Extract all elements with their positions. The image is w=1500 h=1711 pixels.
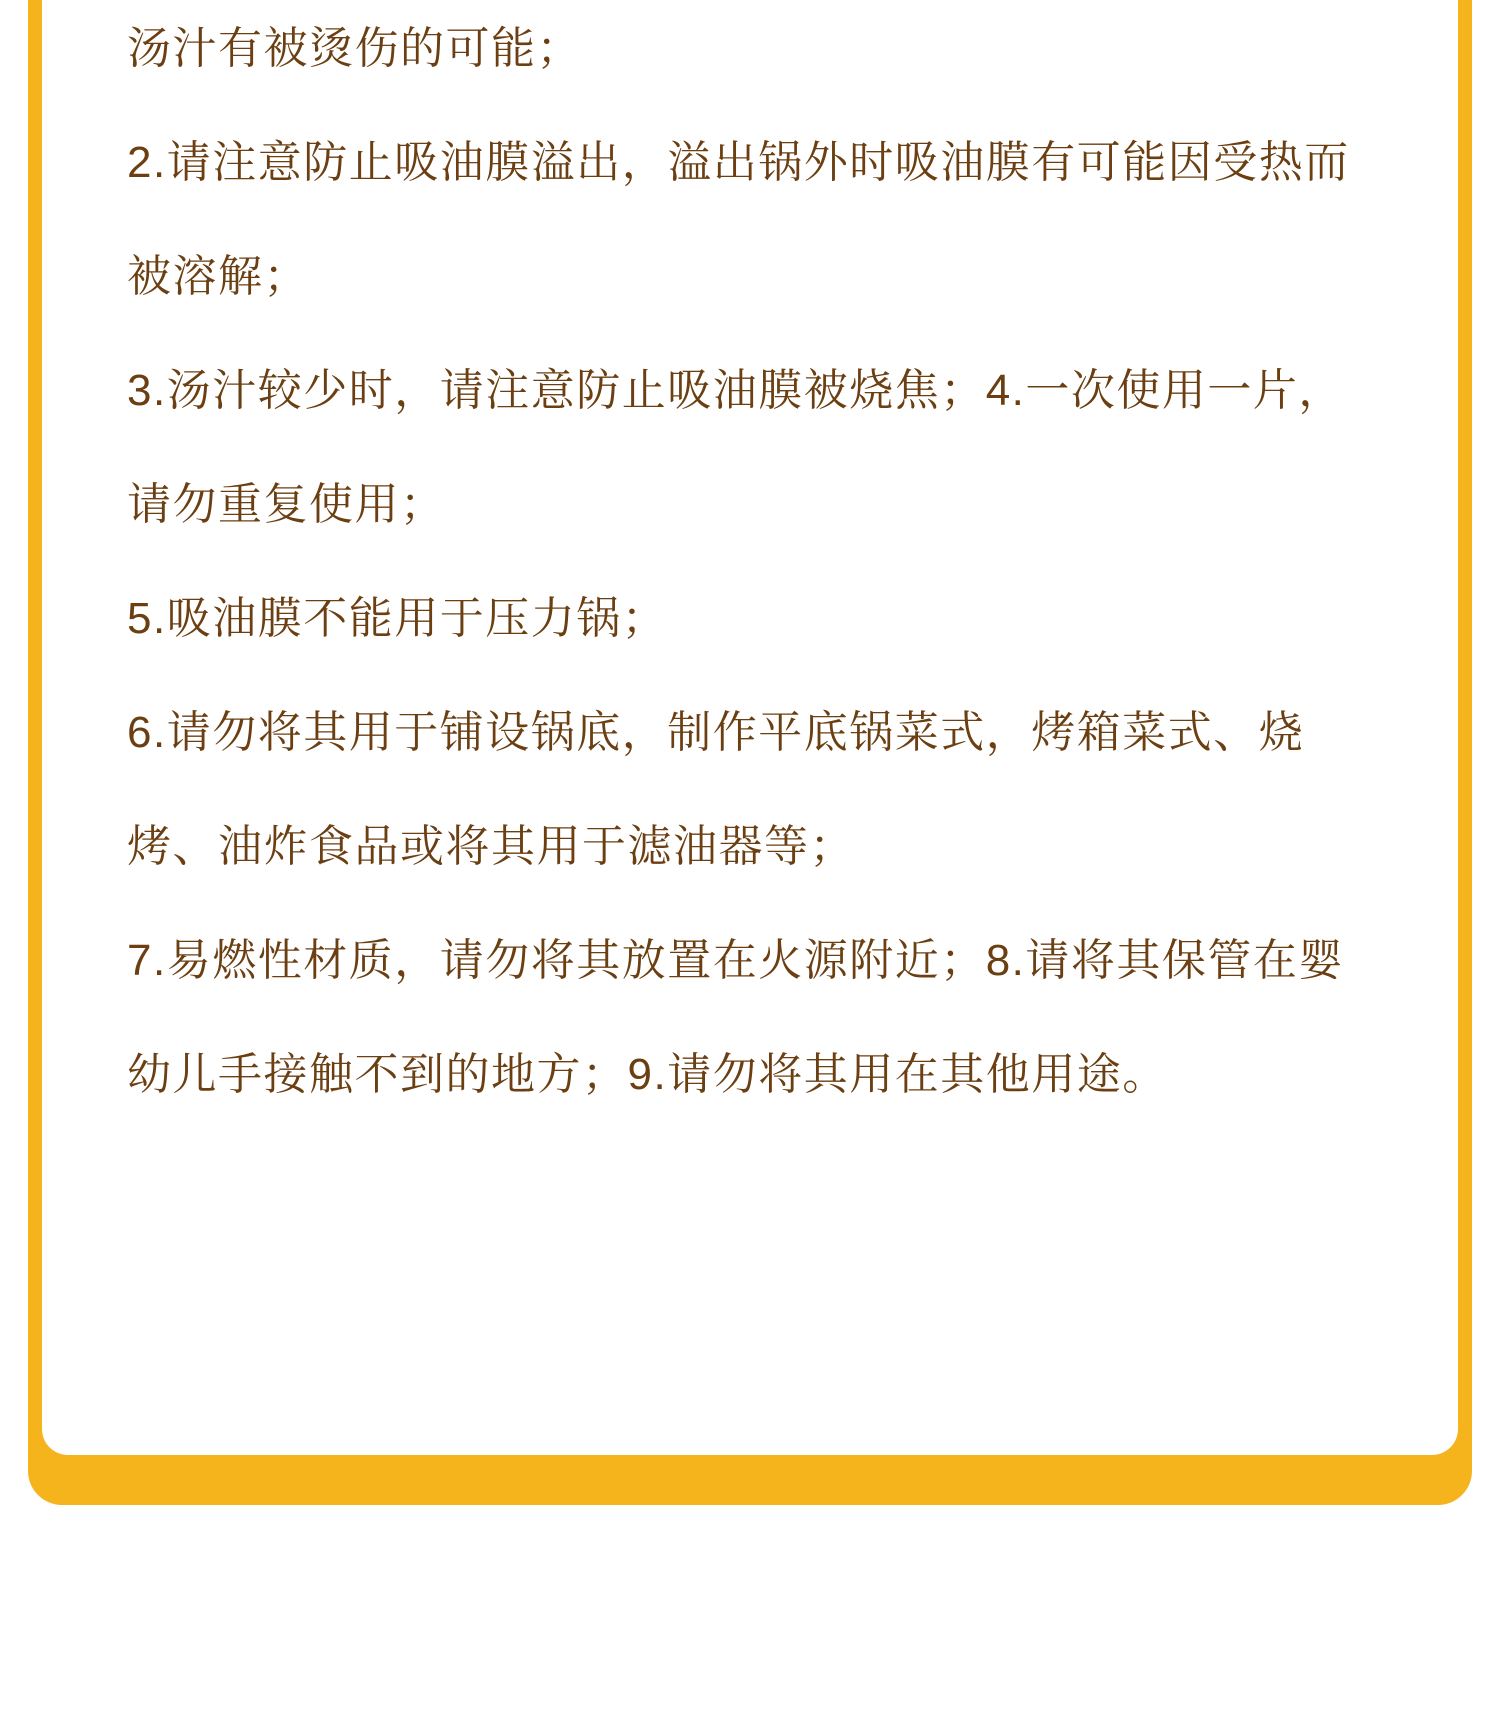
notice-item: 2.请注意防止吸油膜溢出，溢出锅外时吸油膜有可能因受热而被溶解； <box>127 138 1350 301</box>
notice-item: 汤汁有被烫伤的可能； <box>127 24 582 73</box>
notice-item: 3.汤汁较少时，请注意防止吸油膜被烧焦；4.一次使用一片，请勿重复使用； <box>127 366 1344 529</box>
notice-list <box>127 0 1372 1132</box>
page-bottom-spacer <box>0 1505 1500 1711</box>
notice-item: 5.吸油膜不能用于压力锅； <box>127 594 668 643</box>
notice-item: 6.请勿将其用于铺设锅底，制作平底锅菜式，烤箱菜式、烧烤、油炸食品或将其用于滤油器等； <box>127 708 1305 871</box>
notice-item: 7.易燃性材质，请勿将其放置在火源附近；8.请将其保管在婴幼儿手接触不到的地方；9.请勿将其用在其他用途。 <box>127 936 1344 1099</box>
notice-card <box>42 0 1458 1455</box>
